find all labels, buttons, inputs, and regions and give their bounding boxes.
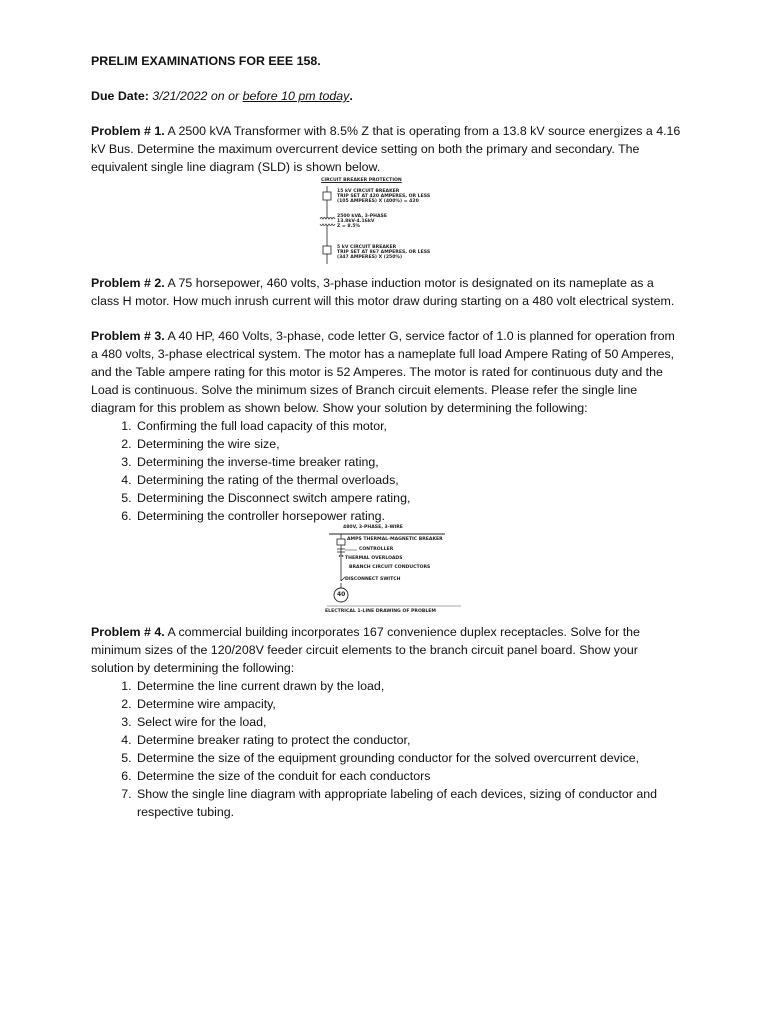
problem-3-list [91,417,681,525]
sld2-motor-label: 40 [337,591,346,598]
problem-2-text: A 75 horsepower, 460 volts, 3-phase induction motor is designated on its nameplate as a class H motor. How much inrush current will this motor draw during starting on a 480 volt electrical system. [91,276,675,308]
list-item: 4. Determining the rating of the thermal overloads, [135,471,681,489]
sld2-supply-label: 480V, 3-PHASE, 3-WIRE [343,525,403,530]
list-item: 7. Show the single line diagram with appropriate labeling of each devices, sizing of conductor and respective tubing. [135,785,681,821]
due-date-deadline: before 10 pm today [242,89,350,103]
problem-2-tag: Problem # 2. [91,276,165,290]
sld2-overloads-label: THERMAL OVERLOADS [345,556,403,561]
problem-3 [91,327,681,417]
problem-1 [91,122,681,176]
sld-motor-diagram [325,525,465,621]
list-item: 1. Confirming the full load capacity of this motor, [135,417,681,435]
sld2-controller-label: CONTROLLER [359,547,394,552]
due-date-label: Due Date: [91,89,149,103]
sld1-heading: CIRCUIT BREAKER PROTECTION [321,178,402,183]
problem-1-tag: Problem # 1. [91,124,165,138]
list-item: 3. Determining the inverse-time breaker rating, [135,453,681,471]
problem-4-list [91,677,681,821]
list-item: 1. Determine the line current drawn by the load, [135,677,681,695]
list-item: 3. Select wire for the load, [135,713,681,731]
document-title: PRELIM EXAMINATIONS FOR EEE 158. [91,54,321,68]
sld2-caption: ELECTRICAL 1-LINE DRAWING OF PROBLEM [325,609,437,614]
problem-4-text: A commercial building incorporates 167 convenience duplex receptacles. Solve for the minimum sizes of the 120/208V feeder circuit elements to the branch circuit panel board. Show your solution by determining the following: [91,625,640,675]
problem-2 [91,274,681,310]
list-item: 2. Determine wire ampacity, [135,695,681,713]
due-date-value: 3/21/2022 on or [152,89,240,103]
list-item: 2. Determining the wire size, [135,435,681,453]
due-date-line [91,87,681,105]
problem-4-tag: Problem # 4. [91,625,165,639]
sld1-transformer-label: 2500 kVA, 3-PHASE 13.8kV-4.16kV Z = 8.5% [337,214,387,230]
sld2-conductors-label: BRANCH CIRCUIT CONDUCTORS [349,565,431,570]
problem-1-text: A 2500 kVA Transformer with 8.5% Z that is operating from a 13.8 kV source energizes a 4.16 kV Bus. Determine the maximum overcurrent device setting on both the primary and secondary. The equivalent single line diagram (SLD) is shown below. [91,124,681,174]
document-page [91,52,681,821]
list-item: 6. Determine the size of the conduit for each conductors [135,767,681,785]
due-date-period: . [349,89,353,103]
list-item: 4. Determine breaker rating to protect the conductor, [135,731,681,749]
list-item: 5. Determine the size of the equipment grounding conductor for the solved overcurrent device, [135,749,681,767]
sld-transformer-diagram [319,178,459,270]
sld1-secondary-breaker-label: 5 kV CIRCUIT BREAKER TRIP SET AT 867 AMPERES, OR LESS (347 AMPERES) X (250%) [337,245,431,261]
problem-4 [91,623,681,677]
list-item: 6. Determining the controller horsepower rating. [135,507,681,525]
problem-3-text: A 40 HP, 460 Volts, 3-phase, code letter G, service factor of 1.0 is planned for operation from a 480 volts, 3-phase electrical system. The motor has a nameplate full load Ampere Rating of 50 Amperes, and the Table ampere rating for this motor is 52 Amperes. The motor is rated for continuous duty and the Load is continuous. Solve the minimum sizes of Branch circuit elements. Please refer the single line diagram for this problem as shown below. Show your solution by determining the following: [91,329,675,415]
sld2-breaker-label: AMPS THERMAL-MAGNETIC BREAKER [347,537,443,542]
problem-3-tag: Problem # 3. [91,329,165,343]
sld1-primary-breaker-label: 15 kV CIRCUIT BREAKER TRIP SET AT 420 AMPERES, OR LESS (105 AMPERES) X (400%) = 420 [337,189,431,205]
list-item: 5. Determining the Disconnect switch ampere rating, [135,489,681,507]
sld2-disconnect-label: DISCONNECT SWITCH [345,577,401,582]
